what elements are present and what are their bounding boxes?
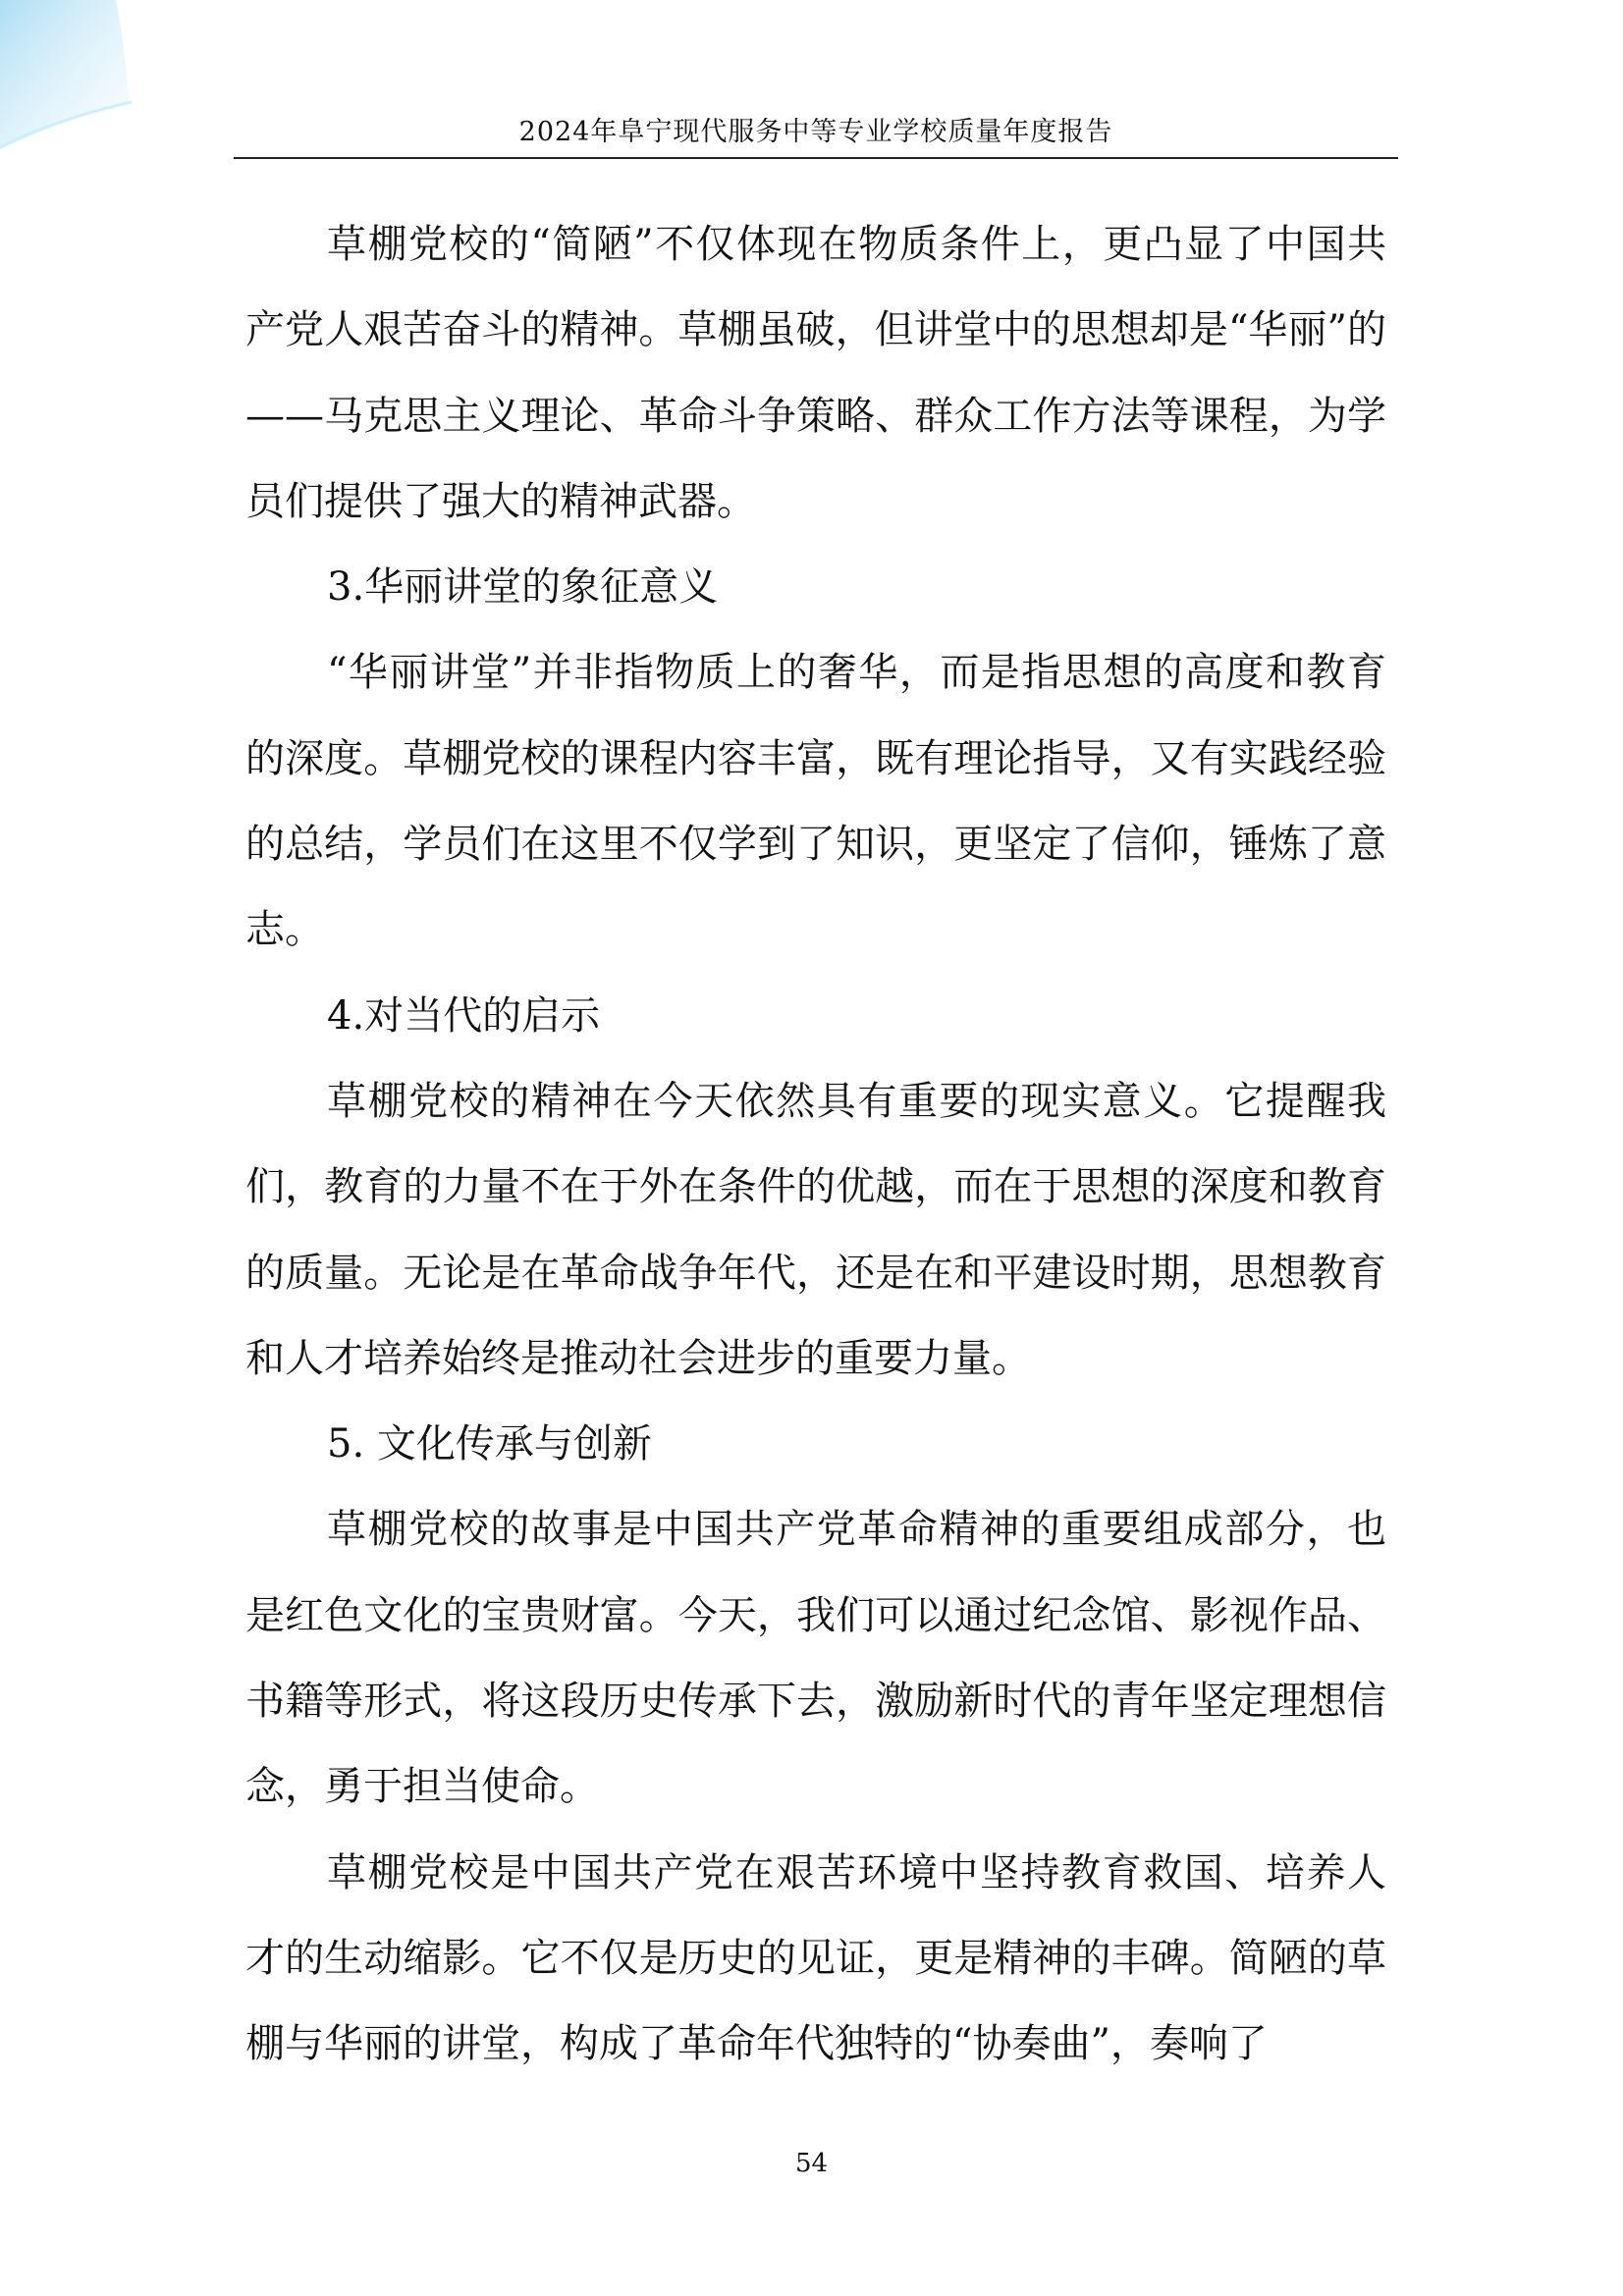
corner-swoosh-icon bbox=[0, 0, 147, 157]
section-heading: 5. 文化传承与创新 bbox=[327, 1421, 652, 1468]
body-paragraph: 草棚党校是中国共产党在艰苦环境中坚持教育救国、培养人才的生动缩影。它不仅是历史的见证，更是精神的丰碑。简陋的草棚与华丽的讲堂，构成了革命年代独特的“协奏曲”，奏响了 bbox=[245, 1849, 1386, 2067]
body-paragraph: 草棚党校的故事是中国共产党革命精神的重要组成部分，也是红色文化的宝贵财富。今天，我们可以通过纪念馆、影视作品、书籍等形式，将这段历史传承下去，激励新时代的青年坚定理想信念，勇于担当使命。 bbox=[245, 1507, 1386, 1810]
body-paragraph: 草棚党校的精神在今天依然具有重要的现实意义。它提醒我们，教育的力量不在于外在条件的优越，而在于思想的深度和教育的质量。无论是在革命战争年代，还是在和平建设时期，思想教育和人才培养始终是推动社会进步的重要力量。 bbox=[245, 1078, 1386, 1381]
document-body bbox=[245, 202, 1386, 2088]
page-number: 54 bbox=[794, 2149, 829, 2178]
body-paragraph: 草棚党校的“简陋”不仅体现在物质条件上，更凸显了中国共产党人艰苦奋斗的精神。草棚虽破，但讲堂中的思想却是“华丽”的——马克思主义理论、革命斗争策略、群众工作方法等课程，为学员们提供了强大的精神武器。 bbox=[245, 222, 1386, 524]
page-header-title: 2024年阜宁现代服务中等专业学校质量年度报告 bbox=[518, 117, 1113, 147]
header-divider bbox=[234, 157, 1398, 159]
body-paragraph: “华丽讲堂”并非指物质上的奢华，而是指思想的高度和教育的深度。草棚党校的课程内容丰富，既有理论指导，又有实践经验的总结，学员们在这里不仅学到了知识，更坚定了信仰，锤炼了意志。 bbox=[245, 650, 1386, 953]
section-heading: 3.华丽讲堂的象征意义 bbox=[327, 564, 719, 611]
section-heading: 4.对当代的启示 bbox=[327, 992, 601, 1039]
